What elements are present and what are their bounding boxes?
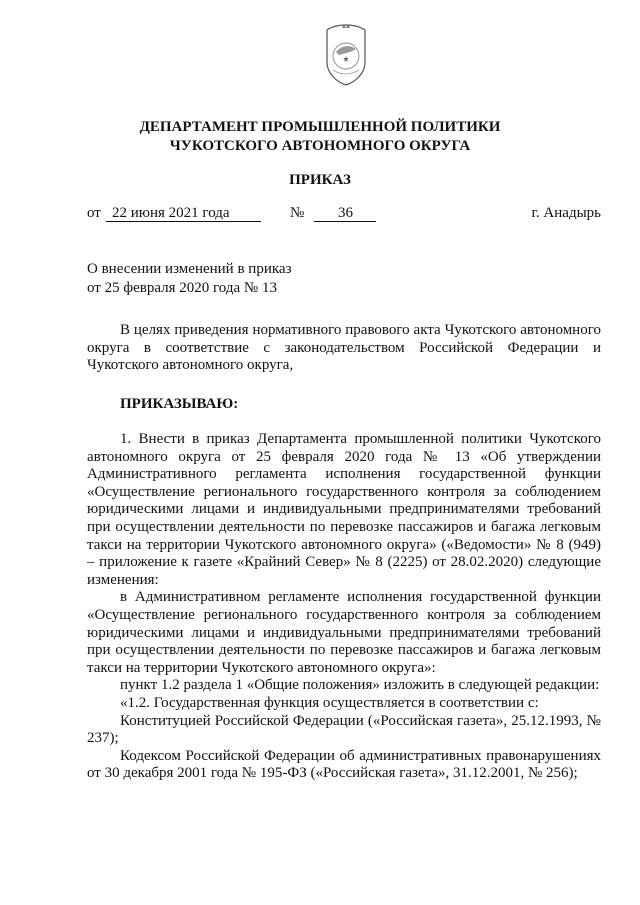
order-subject [87,260,292,298]
coat-of-arms-icon [319,22,373,88]
date-underline [106,221,261,222]
paragraph-1: 1. Внести в приказ Департамента промышленной политики Чукотского автономного округа от 25 февраля 2020 года № 13 «Об утверждении Административного регламента исполнения государственной функции «Осуществление регионального государственного контроля за соблюдением юридическими лицами и индивидуальными предпринимателями требований при осуществлении деятельности по перевозке пассажиров и багажа легковым такси на территории Чукотского автономного округа» («Ведомости» № 8 (949) – приложение к газете «Крайний Север» № 8 (2225) от 28.02.2020) следующие изменения: [87,431,601,588]
number-underline [314,221,376,222]
paragraph-6: Кодексом Российской Федерации об административных правонарушениях от 30 декабря 2001 года № 195-ФЗ («Российская газета», 31.12.2001, № 256); [87,747,601,782]
preamble-text: В целях приведения нормативного правового акта Чукотского автономного округа в соответствие с законодательством Российской Федерации и Чукотского автономного округа, [87,322,601,374]
department-name-line-1: ДЕПАРТАМЕНТ ПРОМЫШЛЕННОЙ ПОЛИТИКИ [139,119,501,135]
department-name [60,118,580,156]
document-type-title: ПРИКАЗ [289,172,351,188]
city-name: г. Анадырь [531,205,601,221]
order-heading: ПРИКАЗЫВАЮ: [120,396,239,412]
paragraph-3: пункт 1.2 раздела 1 «Общие положения» изложить в следующей редакции: [120,677,600,694]
order-meta-row [87,205,601,225]
department-name-line-2: ЧУКОТСКОГО АВТОНОМНОГО ОКРУГА [169,138,471,154]
order-body [87,431,601,783]
number-prefix: № [290,205,305,221]
preamble-block [87,322,601,375]
order-number: 36 [338,205,353,221]
paragraph-2: в Административном регламенте исполнения государственной функции «Осуществление регионального государственного контроля за соблюдением юридическими лицами и индивидуальными предпринимателями требований при осуществлении деятельности по перевозке пассажиров и багажа легковым такси на территории Чукотского автономного округа»: [87,589,601,676]
paragraph-4: «1.2. Государственная функция осуществляется в соответствии с: [120,694,539,711]
date-prefix: от [87,205,101,221]
subject-line-1: О внесении изменений в приказ [87,261,292,277]
paragraph-5: Конституцией Российской Федерации («Российская газета», 25.12.1993, № 237); [87,712,601,747]
subject-line-2: от 25 февраля 2020 года № 13 [87,280,277,296]
order-date: 22 июня 2021 года [112,205,230,221]
